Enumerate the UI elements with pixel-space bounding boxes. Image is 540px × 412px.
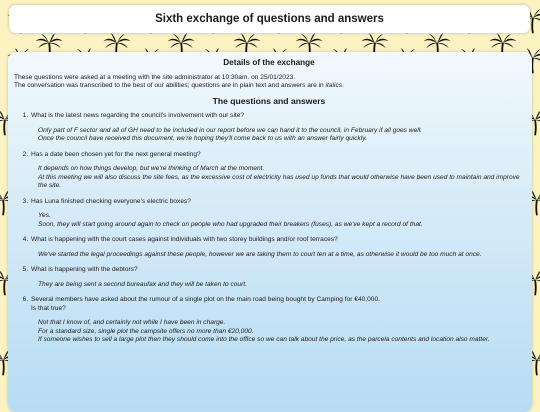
question-text: 1. What is the latest news regarding the council's involvement with our site?: [31, 112, 245, 119]
intro-italics-word: italics: [325, 82, 343, 89]
answer-line: We've started the legal proceedings against these people, however we are taking them to court ten at a time, as otherwise it would be too much at once.: [38, 250, 482, 258]
question-text: 2. Has a date been chosen yet for the next general meeting?: [31, 150, 201, 158]
answer-line: Only part of F sector and all of GH need to be included in our report before we can hand it to the council, in February if all goes well.: [38, 126, 422, 134]
qa-item: [30, 266, 524, 289]
page-title: Sixth exchange of questions and answers: [155, 13, 384, 25]
qa-item: [30, 198, 524, 230]
answer-text: [38, 212, 524, 229]
qa-item: [30, 112, 524, 144]
intro-line-2-text: The conversation was transcribed to the best of our abilities; questions are in plain text and answers are in: [14, 82, 326, 89]
qa-list: [14, 112, 524, 345]
answer-line: Not that I know of, and certainly not while I have been in charge.: [38, 319, 226, 326]
answer-text: [38, 319, 524, 345]
answer-text: [38, 251, 524, 260]
details-heading: Details of the exchange: [223, 58, 315, 67]
details-intro: [14, 74, 524, 91]
answer-line: It depends on how things develop, but we're thinking of March at the moment.: [38, 165, 265, 172]
page-title-bar: [9, 5, 530, 33]
question-text: [31, 296, 524, 313]
question-line: Several members have asked about the rumour of a single plot on the main road being bought by Camping for €40,000.: [31, 296, 380, 303]
qa-item: [30, 236, 524, 259]
question-line: Is that true?: [31, 304, 66, 312]
intro-line-1: These questions were asked at a meeting with the site administrator at 10:30am. on 25/01/2023.: [14, 73, 296, 81]
question-text: 4. What is happening with the court cases against individuals with two storey buildings and/or roof terraces?: [31, 236, 338, 243]
content-panel: [8, 52, 532, 412]
qa-item: [30, 296, 524, 345]
answer-line: Soon, they will start going around again to check on people who had upgraded their breakers (fuses), as we've kept a record of that.: [38, 220, 423, 228]
answer-line: For a standard size, single plot the campsite offers no more than €20,000.: [38, 327, 254, 335]
answer-line: Once the council have received this document, we're hoping they'll come back to us with an answer fairly quickly.: [38, 135, 367, 142]
qa-item: [30, 151, 524, 191]
answer-line: At this meeting we will also discuss the site fees, as the excessive cost of electricity has used up funds that would otherwise have been used to maintain and improve the site.: [38, 173, 520, 189]
question-text: 3. Has Luna finished checking everyone's electric boxes?: [31, 197, 191, 205]
answer-line: If someone wishes to sell a large plot then they should come into the office so we can talk about the price, as the parcela contents and location also matter.: [38, 336, 490, 343]
qa-heading: The questions and answers: [212, 95, 326, 106]
answer-text: [38, 281, 524, 290]
answer-text: [38, 127, 524, 144]
answer-text: [38, 165, 524, 191]
intro-line-2-end: .: [342, 82, 344, 89]
question-text: 5. What is happening with the debtors?: [31, 266, 138, 273]
intro-line-2: [14, 82, 524, 91]
answer-line: Yes.: [38, 212, 51, 219]
answer-line: They are being sent a second bureaufax and they will be taken to court.: [38, 280, 247, 288]
